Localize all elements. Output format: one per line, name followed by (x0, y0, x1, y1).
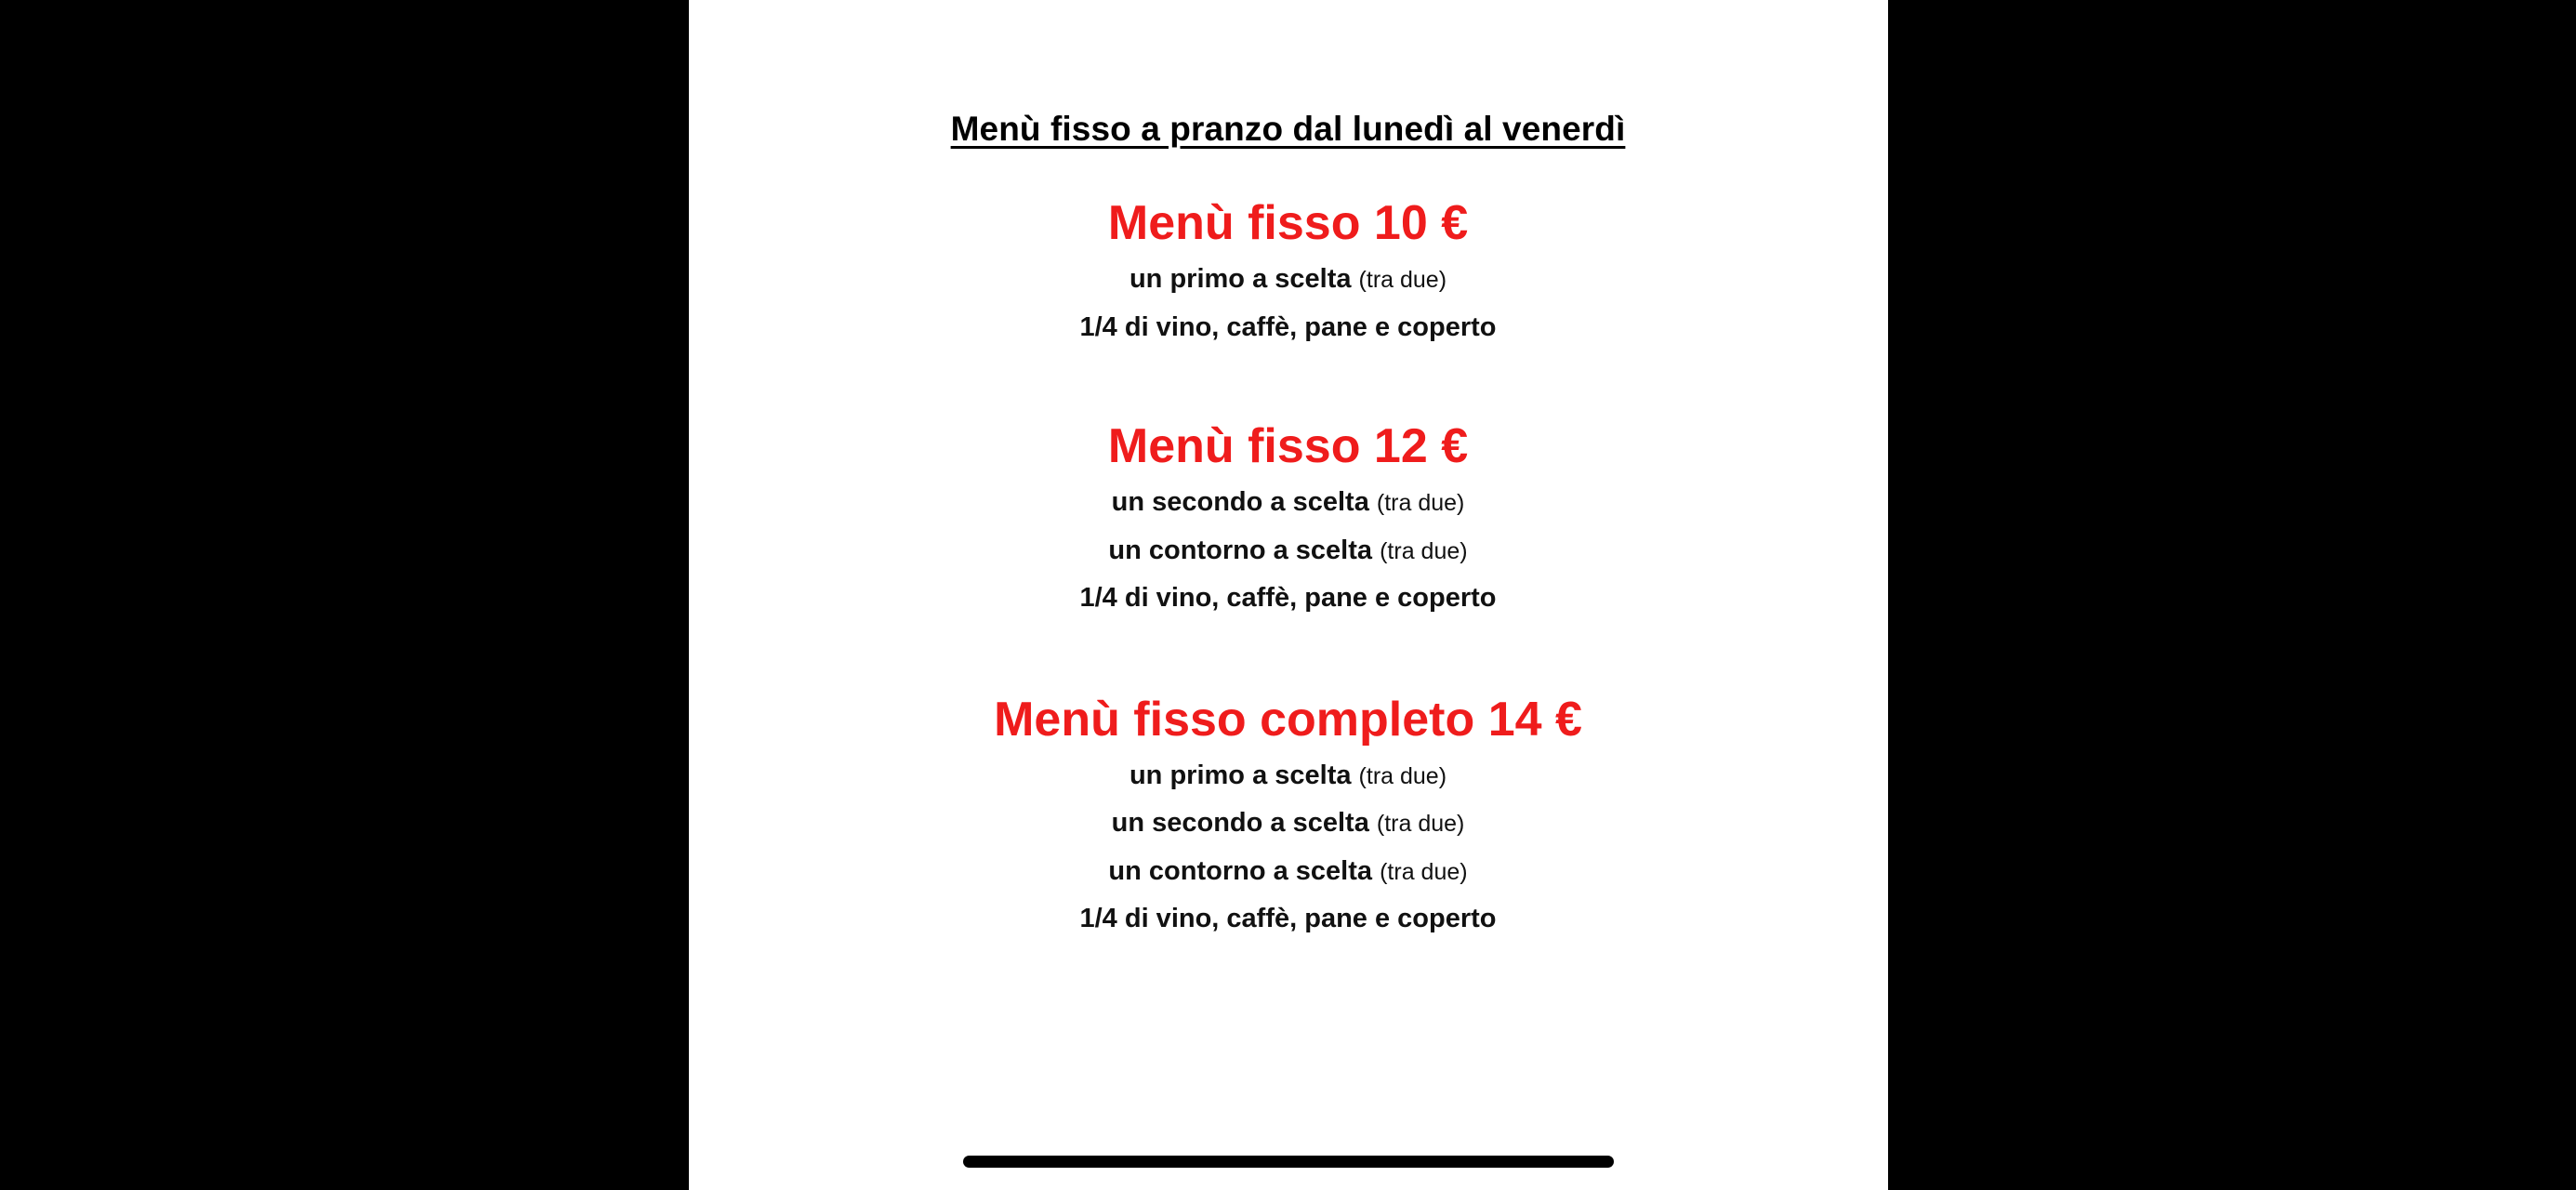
menu-section-14 (689, 617, 1888, 938)
menu-line (689, 533, 1888, 569)
menu-line-note: (tra due) (1380, 537, 1468, 564)
menu-line (689, 901, 1888, 937)
menu-section-10 (689, 149, 1888, 346)
menu-line (689, 805, 1888, 841)
menu-line (689, 484, 1888, 521)
menu-line-text: un primo a scelta (1129, 264, 1352, 295)
menu-line-note: (tra due) (1358, 267, 1447, 294)
section-heading: Menù fisso completo 14 € (994, 692, 1582, 747)
menu-line-note: (tra due) (1380, 858, 1468, 885)
menu-line (689, 580, 1888, 616)
home-indicator[interactable] (963, 1156, 1614, 1168)
menu-line-text: un secondo a scelta (1111, 487, 1369, 518)
menu-line-text: 1/4 di vino, caffè, pane e coperto (1079, 311, 1497, 342)
menu-line-text: un primo a scelta (1129, 760, 1352, 790)
menu-line (689, 261, 1888, 298)
menu-line-text: un contorno a scelta (1108, 855, 1373, 886)
menu-line (689, 853, 1888, 890)
menu-line-note: (tra due) (1376, 811, 1465, 838)
section-heading: Menù fisso 12 € (1107, 419, 1469, 474)
menu-line-note: (tra due) (1358, 762, 1447, 789)
menu-line-text: 1/4 di vino, caffè, pane e coperto (1079, 583, 1497, 614)
menu-line-text: un secondo a scelta (1111, 808, 1369, 839)
menu-line-text: un contorno a scelta (1108, 535, 1373, 565)
menu-line-text: 1/4 di vino, caffè, pane e coperto (1079, 904, 1497, 934)
menu-line (689, 310, 1888, 346)
menu-line (689, 758, 1888, 794)
menu-line-note: (tra due) (1376, 490, 1465, 517)
page-title: Menù fisso a pranzo dal lunedì al venerdì (950, 110, 1626, 148)
section-heading: Menù fisso 10 € (1107, 196, 1469, 250)
menu-page (689, 0, 1888, 1190)
menu-section-12 (689, 346, 1888, 617)
